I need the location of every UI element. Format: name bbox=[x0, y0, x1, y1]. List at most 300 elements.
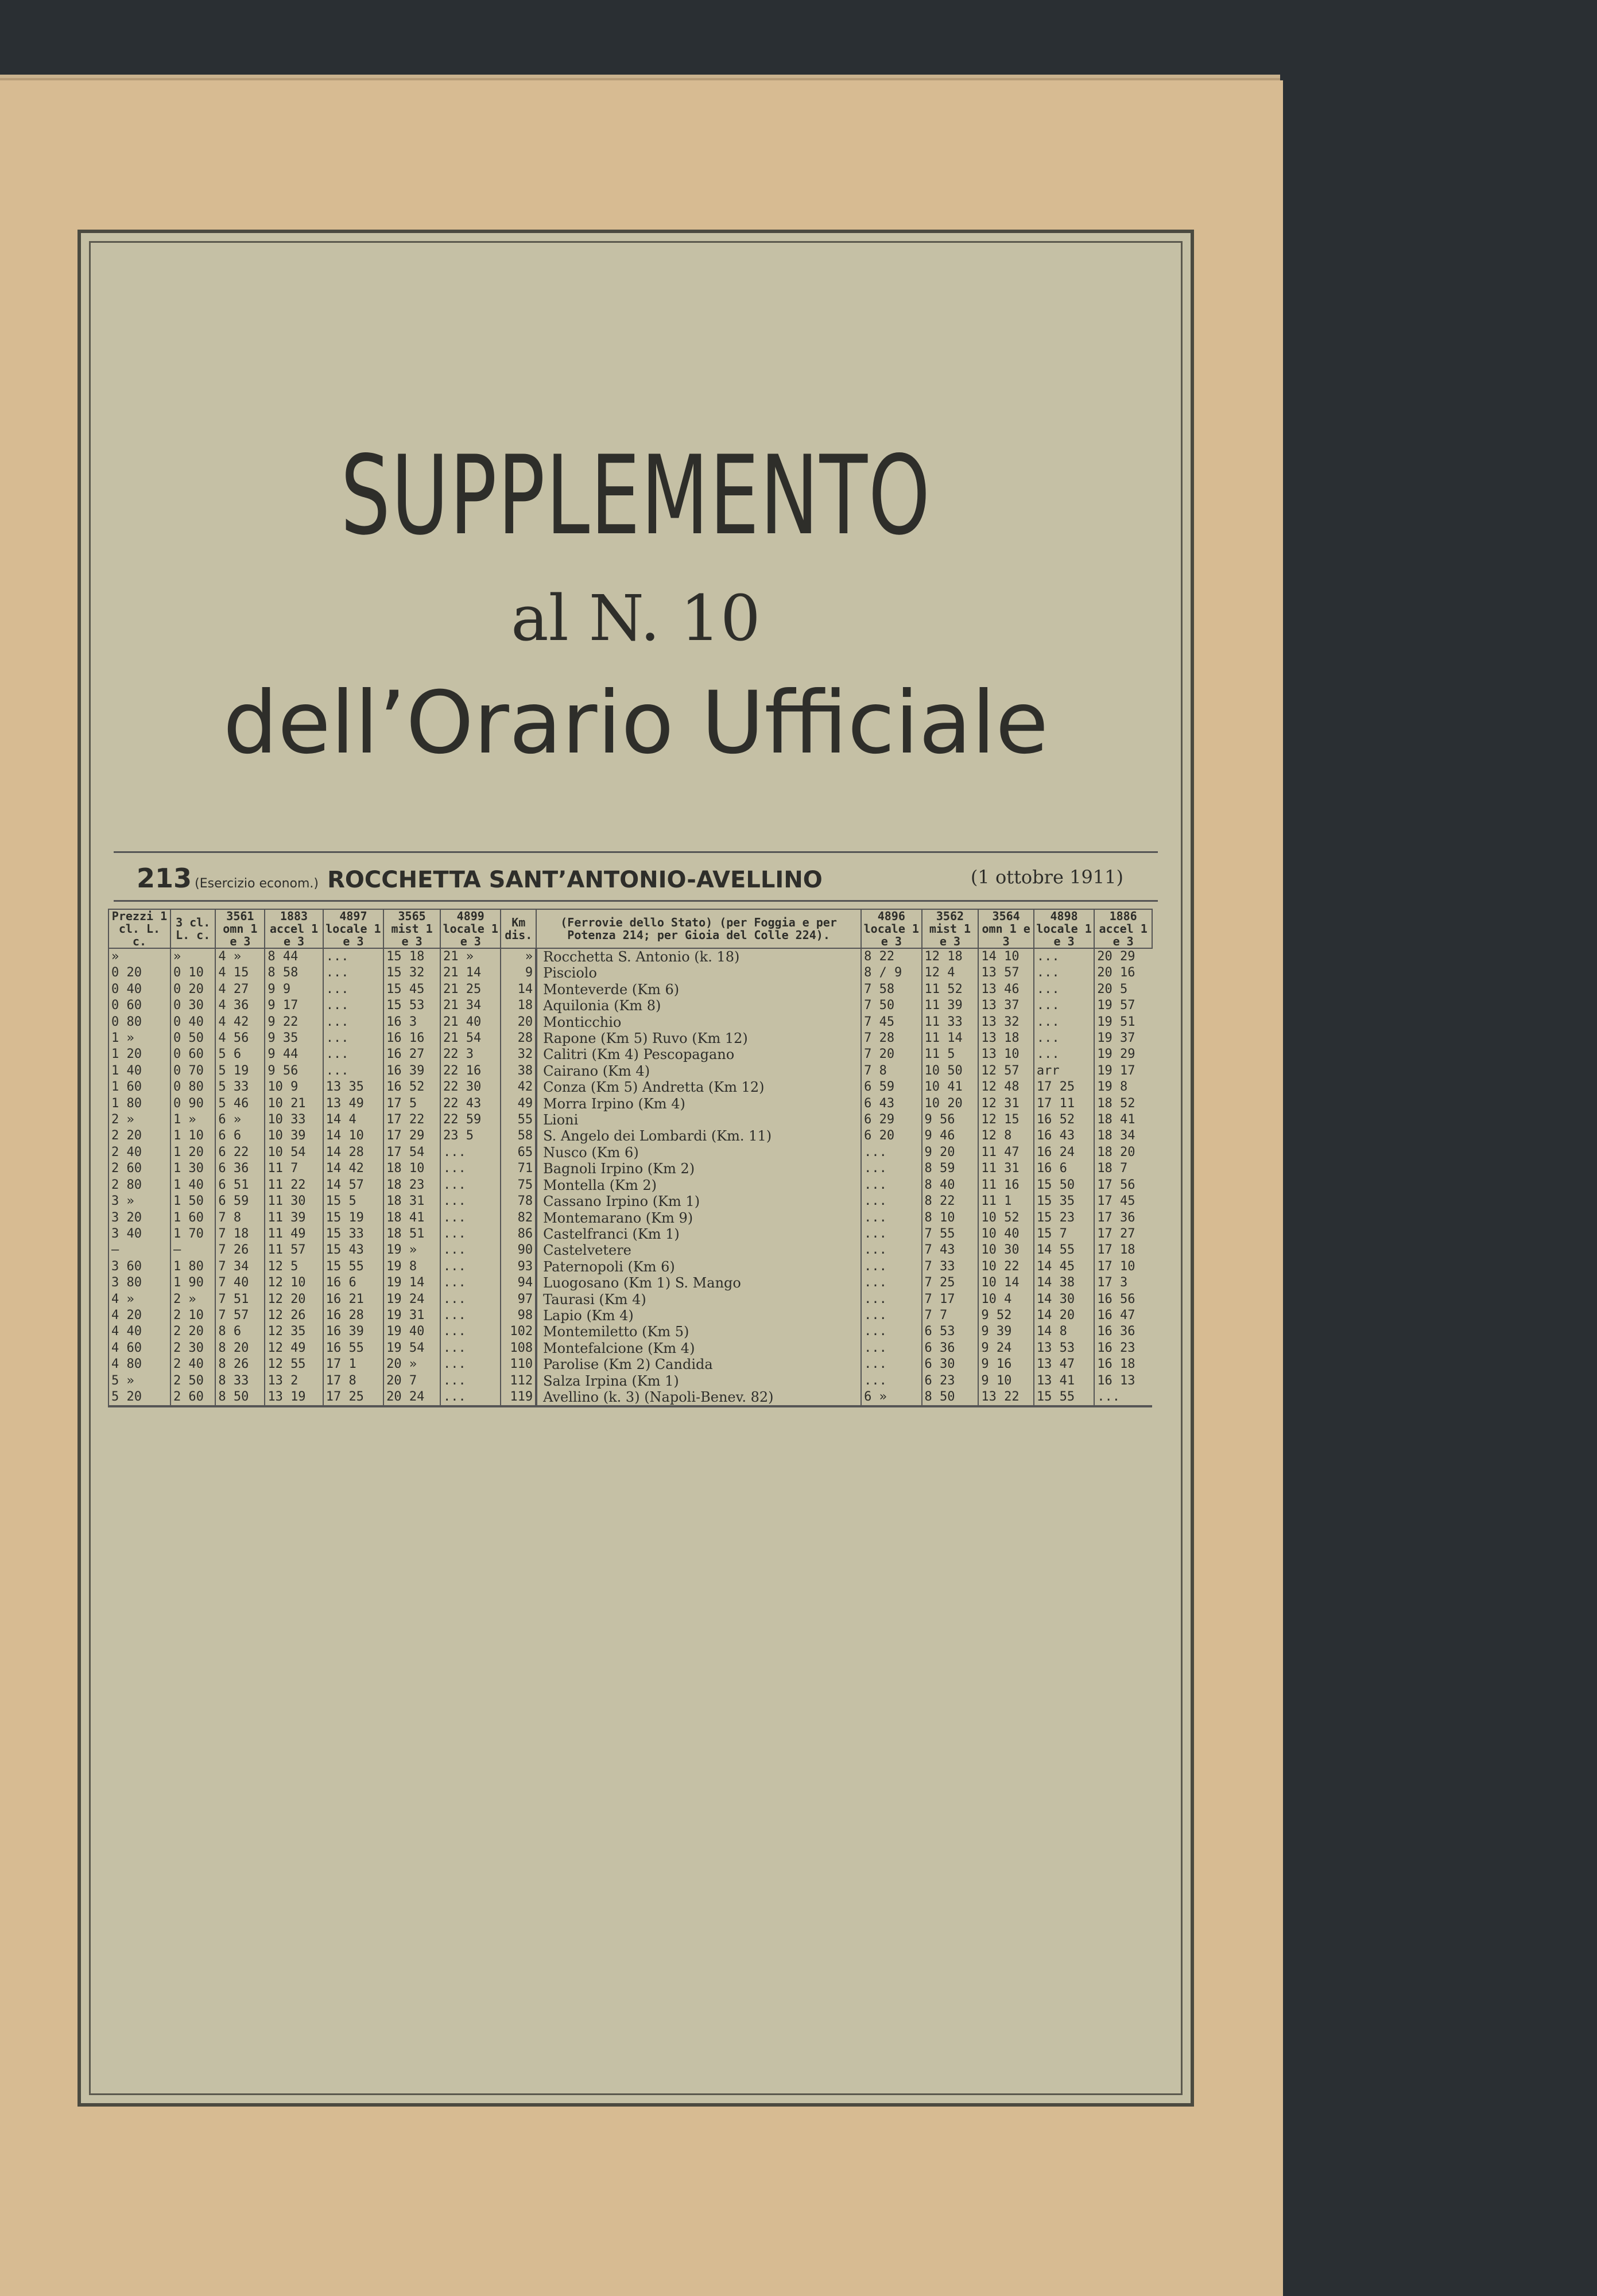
cell-c1: 4 27 bbox=[215, 982, 265, 998]
col-prezzi-3: 3 cl. L. c. bbox=[170, 909, 215, 948]
cell-r3: 12 15 bbox=[978, 1112, 1033, 1128]
cell-c3: 14 28 bbox=[323, 1145, 383, 1161]
cell-r5: 19 57 bbox=[1094, 998, 1152, 1014]
cell-c3: ... bbox=[323, 948, 383, 965]
table-row bbox=[108, 1292, 1152, 1308]
cell-r4: 16 43 bbox=[1034, 1128, 1094, 1144]
cell-r1: ... bbox=[861, 1275, 921, 1291]
cell-c3: 14 42 bbox=[323, 1161, 383, 1177]
table-row bbox=[108, 1242, 1152, 1258]
esercizio-label: (Esercizio econom.) bbox=[195, 876, 319, 891]
cell-r1: ... bbox=[861, 1373, 921, 1389]
cell-c4: 15 45 bbox=[383, 982, 440, 998]
cell-p3: 0 80 bbox=[170, 1079, 215, 1095]
table-row bbox=[108, 1079, 1152, 1095]
cell-st: Conza (Km 5) Andretta (Km 12) bbox=[536, 1079, 861, 1095]
cell-r5: 16 13 bbox=[1094, 1373, 1152, 1389]
cell-r5: 17 3 bbox=[1094, 1275, 1152, 1291]
table-row bbox=[108, 1177, 1152, 1193]
cell-st: Montemarano (Km 9) bbox=[536, 1210, 861, 1226]
cell-r4: ... bbox=[1034, 998, 1094, 1014]
cell-r3: 10 4 bbox=[978, 1292, 1033, 1308]
cell-c2: 9 17 bbox=[265, 998, 323, 1014]
cell-r4: 14 20 bbox=[1034, 1308, 1094, 1324]
cell-r5: 19 29 bbox=[1094, 1046, 1152, 1062]
cell-p3: 0 50 bbox=[170, 1030, 215, 1046]
cell-r1: 7 28 bbox=[861, 1030, 921, 1046]
cell-p3: 0 70 bbox=[170, 1063, 215, 1079]
cell-c4: 19 » bbox=[383, 1242, 440, 1258]
col-1883: 1883 accel 1 e 3 bbox=[265, 909, 323, 948]
cell-c2: 12 10 bbox=[265, 1275, 323, 1291]
cell-km: 58 bbox=[501, 1128, 536, 1144]
cell-r4: 16 6 bbox=[1034, 1161, 1094, 1177]
cell-c3: 16 6 bbox=[323, 1275, 383, 1291]
cell-c4: 15 32 bbox=[383, 965, 440, 981]
col-4899: 4899 locale 1 e 3 bbox=[440, 909, 501, 948]
cell-st: Lapio (Km 4) bbox=[536, 1308, 861, 1324]
cell-c3: 16 55 bbox=[323, 1340, 383, 1356]
cell-r2: 6 30 bbox=[922, 1356, 979, 1372]
col-4896: 4896 locale 1 e 3 bbox=[861, 909, 921, 948]
cell-r3: 10 22 bbox=[978, 1259, 1033, 1275]
cell-r2: 11 5 bbox=[922, 1046, 979, 1062]
cell-p3: 1 20 bbox=[170, 1145, 215, 1161]
cell-r4: ... bbox=[1034, 1046, 1094, 1062]
cell-c1: 6 22 bbox=[215, 1145, 265, 1161]
cell-r1: ... bbox=[861, 1356, 921, 1372]
cell-r5: 16 36 bbox=[1094, 1324, 1152, 1340]
cell-r4: 14 55 bbox=[1034, 1242, 1094, 1258]
cell-c3: ... bbox=[323, 1046, 383, 1062]
cell-c4: 16 27 bbox=[383, 1046, 440, 1062]
cell-p3: 0 60 bbox=[170, 1046, 215, 1062]
cell-c5: ... bbox=[440, 1308, 501, 1324]
cell-c4: 18 23 bbox=[383, 1177, 440, 1193]
cell-c3: 16 39 bbox=[323, 1324, 383, 1340]
cell-c3: ... bbox=[323, 1063, 383, 1079]
cell-st: Monteverde (Km 6) bbox=[536, 982, 861, 998]
cell-p3: » bbox=[170, 948, 215, 965]
cell-c5: 22 16 bbox=[440, 1063, 501, 1079]
cell-c1: 7 8 bbox=[215, 1210, 265, 1226]
cell-c5: ... bbox=[440, 1275, 501, 1291]
table-row bbox=[108, 998, 1152, 1014]
col-4898: 4898 locale 1 e 3 bbox=[1034, 909, 1094, 948]
cell-c2: 9 22 bbox=[265, 1014, 323, 1030]
cell-r1: 7 20 bbox=[861, 1046, 921, 1062]
cover-panel bbox=[77, 230, 1194, 2107]
cell-r2: 8 59 bbox=[922, 1161, 979, 1177]
table-number: 213 bbox=[137, 863, 192, 894]
cell-c5: ... bbox=[440, 1356, 501, 1372]
cell-r3: 11 31 bbox=[978, 1161, 1033, 1177]
cell-r3: 12 57 bbox=[978, 1063, 1033, 1079]
cell-r3: 13 22 bbox=[978, 1389, 1033, 1406]
cell-c1: 7 40 bbox=[215, 1275, 265, 1291]
cell-c1: 7 18 bbox=[215, 1226, 265, 1242]
cell-st: Pisciolo bbox=[536, 965, 861, 981]
cell-km: 86 bbox=[501, 1226, 536, 1242]
cell-km: 78 bbox=[501, 1193, 536, 1209]
title-orario-ufficiale: dell’Orario Ufficiale bbox=[223, 673, 1049, 773]
table-row bbox=[108, 1046, 1152, 1062]
cell-r5: 17 56 bbox=[1094, 1177, 1152, 1193]
cell-st: Salza Irpina (Km 1) bbox=[536, 1373, 861, 1389]
cell-r2: 10 41 bbox=[922, 1079, 979, 1095]
cell-st: Castelvetere bbox=[536, 1242, 861, 1258]
col-km: Km dis. bbox=[501, 909, 536, 948]
col-1886: 1886 accel 1 e 3 bbox=[1094, 909, 1152, 948]
cell-p3: 0 90 bbox=[170, 1096, 215, 1112]
cell-r5: 17 10 bbox=[1094, 1259, 1152, 1275]
cell-r3: 9 39 bbox=[978, 1324, 1033, 1340]
cell-c2: 10 21 bbox=[265, 1096, 323, 1112]
cell-r2: 11 33 bbox=[922, 1014, 979, 1030]
cell-c4: 20 7 bbox=[383, 1373, 440, 1389]
cell-p1: 0 20 bbox=[108, 965, 170, 981]
cell-p3: 1 40 bbox=[170, 1177, 215, 1193]
cell-c3: 15 33 bbox=[323, 1226, 383, 1242]
cell-p1: — bbox=[108, 1242, 170, 1258]
booklet-cover bbox=[0, 80, 1283, 2296]
cell-p3: — bbox=[170, 1242, 215, 1258]
table-row bbox=[108, 1210, 1152, 1226]
cell-st: Castelfranci (Km 1) bbox=[536, 1226, 861, 1242]
cell-p1: 1 20 bbox=[108, 1046, 170, 1062]
cell-r2: 12 18 bbox=[922, 948, 979, 965]
cell-c2: 9 56 bbox=[265, 1063, 323, 1079]
cell-c2: 8 58 bbox=[265, 965, 323, 981]
cell-c4: 15 18 bbox=[383, 948, 440, 965]
cell-c2: 11 39 bbox=[265, 1210, 323, 1226]
cell-st: Montella (Km 2) bbox=[536, 1177, 861, 1193]
cell-st: Montefalcione (Km 4) bbox=[536, 1340, 861, 1356]
table-row bbox=[108, 982, 1152, 998]
cell-c1: 6 36 bbox=[215, 1161, 265, 1177]
cell-r2: 7 43 bbox=[922, 1242, 979, 1258]
cell-st: Monticchio bbox=[536, 1014, 861, 1030]
cell-c4: 18 51 bbox=[383, 1226, 440, 1242]
cell-km: 9 bbox=[501, 965, 536, 981]
cell-r3: 14 10 bbox=[978, 948, 1033, 965]
cell-c5: ... bbox=[440, 1292, 501, 1308]
cell-km: 55 bbox=[501, 1112, 536, 1128]
cell-c2: 12 26 bbox=[265, 1308, 323, 1324]
cell-c4: 17 22 bbox=[383, 1112, 440, 1128]
cell-r2: 6 36 bbox=[922, 1340, 979, 1356]
cell-r4: 13 41 bbox=[1034, 1373, 1094, 1389]
cell-r5: 16 47 bbox=[1094, 1308, 1152, 1324]
cell-r3: 12 31 bbox=[978, 1096, 1033, 1112]
cell-c3: 13 35 bbox=[323, 1079, 383, 1095]
cell-c2: 9 44 bbox=[265, 1046, 323, 1062]
title-al-numero: al N. 10 bbox=[511, 581, 761, 655]
cell-c1: 4 » bbox=[215, 948, 265, 965]
timetable bbox=[108, 909, 1153, 1407]
cell-c3: ... bbox=[323, 1030, 383, 1046]
cell-km: 94 bbox=[501, 1275, 536, 1291]
cell-c4: 20 » bbox=[383, 1356, 440, 1372]
cell-r5: 17 45 bbox=[1094, 1193, 1152, 1209]
cell-r3: 12 48 bbox=[978, 1079, 1033, 1095]
cell-p1: 1 80 bbox=[108, 1096, 170, 1112]
cell-c5: ... bbox=[440, 1324, 501, 1340]
cell-p3: 1 70 bbox=[170, 1226, 215, 1242]
cell-c3: 14 4 bbox=[323, 1112, 383, 1128]
col-3564: 3564 omn 1 e 3 bbox=[978, 909, 1033, 948]
cell-c5: ... bbox=[440, 1389, 501, 1406]
cell-r2: 6 53 bbox=[922, 1324, 979, 1340]
cell-r2: 8 22 bbox=[922, 1193, 979, 1209]
table-row bbox=[108, 1096, 1152, 1112]
cell-p1: 3 60 bbox=[108, 1259, 170, 1275]
cell-r4: 17 11 bbox=[1034, 1096, 1094, 1112]
cell-km: 82 bbox=[501, 1210, 536, 1226]
table-row bbox=[108, 1389, 1152, 1406]
cell-c3: 15 19 bbox=[323, 1210, 383, 1226]
cell-c5: 21 40 bbox=[440, 1014, 501, 1030]
cell-st: Parolise (Km 2) Candida bbox=[536, 1356, 861, 1372]
cell-r1: ... bbox=[861, 1259, 921, 1275]
cell-c1: 7 34 bbox=[215, 1259, 265, 1275]
cell-r1: ... bbox=[861, 1226, 921, 1242]
cell-p3: 0 30 bbox=[170, 998, 215, 1014]
cell-c5: 22 30 bbox=[440, 1079, 501, 1095]
cell-c5: ... bbox=[440, 1210, 501, 1226]
table-row bbox=[108, 1161, 1152, 1177]
cell-p1: 4 » bbox=[108, 1292, 170, 1308]
cell-c2: 10 9 bbox=[265, 1079, 323, 1095]
cell-km: 42 bbox=[501, 1079, 536, 1095]
cell-c4: 17 29 bbox=[383, 1128, 440, 1144]
cell-r3: 10 14 bbox=[978, 1275, 1033, 1291]
header-rule bbox=[114, 900, 1158, 902]
cell-km: 75 bbox=[501, 1177, 536, 1193]
cell-p3: 2 40 bbox=[170, 1356, 215, 1372]
cell-r5: 17 18 bbox=[1094, 1242, 1152, 1258]
cell-r2: 7 25 bbox=[922, 1275, 979, 1291]
cell-c2: 13 2 bbox=[265, 1373, 323, 1389]
cell-p3: 0 10 bbox=[170, 965, 215, 981]
cell-c1: 5 33 bbox=[215, 1079, 265, 1095]
cell-km: 32 bbox=[501, 1046, 536, 1062]
cell-r5: 18 34 bbox=[1094, 1128, 1152, 1144]
cell-c5: 23 5 bbox=[440, 1128, 501, 1144]
cell-km: 65 bbox=[501, 1145, 536, 1161]
cell-c5: 21 14 bbox=[440, 965, 501, 981]
cell-p3: 1 » bbox=[170, 1112, 215, 1128]
cell-r5: 18 41 bbox=[1094, 1112, 1152, 1128]
cell-r2: 10 20 bbox=[922, 1096, 979, 1112]
cell-c4: 18 10 bbox=[383, 1161, 440, 1177]
cell-c1: 8 33 bbox=[215, 1373, 265, 1389]
cell-c3: 15 43 bbox=[323, 1242, 383, 1258]
cell-c2: 12 20 bbox=[265, 1292, 323, 1308]
timetable-header bbox=[137, 863, 1158, 897]
cell-c5: 21 54 bbox=[440, 1030, 501, 1046]
cell-c2: 12 55 bbox=[265, 1356, 323, 1372]
cell-c4: 18 41 bbox=[383, 1210, 440, 1226]
cell-p1: 4 80 bbox=[108, 1356, 170, 1372]
table-row bbox=[108, 1275, 1152, 1291]
top-rule bbox=[114, 851, 1158, 853]
cell-c5: ... bbox=[440, 1259, 501, 1275]
cell-km: 90 bbox=[501, 1242, 536, 1258]
cell-c4: 17 54 bbox=[383, 1145, 440, 1161]
cell-p3: 0 20 bbox=[170, 982, 215, 998]
cell-r1: 6 20 bbox=[861, 1128, 921, 1144]
cell-r2: 7 33 bbox=[922, 1259, 979, 1275]
cell-c5: ... bbox=[440, 1340, 501, 1356]
cell-c1: 4 56 bbox=[215, 1030, 265, 1046]
cell-c3: 17 1 bbox=[323, 1356, 383, 1372]
cell-c1: 4 36 bbox=[215, 998, 265, 1014]
table-row bbox=[108, 1193, 1152, 1209]
cell-st: Rocchetta S. Antonio (k. 18) bbox=[536, 948, 861, 965]
cell-st: Paternopoli (Km 6) bbox=[536, 1259, 861, 1275]
cell-p1: 2 » bbox=[108, 1112, 170, 1128]
cell-r1: 6 29 bbox=[861, 1112, 921, 1128]
cell-st: Aquilonia (Km 8) bbox=[536, 998, 861, 1014]
cell-c1: 4 42 bbox=[215, 1014, 265, 1030]
cell-c3: 13 49 bbox=[323, 1096, 383, 1112]
cell-c1: 5 46 bbox=[215, 1096, 265, 1112]
cell-c4: 19 40 bbox=[383, 1324, 440, 1340]
cell-c4: 15 53 bbox=[383, 998, 440, 1014]
cell-r4: 16 52 bbox=[1034, 1112, 1094, 1128]
cell-c1: 8 26 bbox=[215, 1356, 265, 1372]
cell-r3: 11 47 bbox=[978, 1145, 1033, 1161]
cell-r4: ... bbox=[1034, 1030, 1094, 1046]
cell-c2: 8 44 bbox=[265, 948, 323, 965]
cell-c3: ... bbox=[323, 1014, 383, 1030]
cell-c5: 22 3 bbox=[440, 1046, 501, 1062]
cell-r1: ... bbox=[861, 1193, 921, 1209]
cell-r3: 9 52 bbox=[978, 1308, 1033, 1324]
cell-c4: 16 52 bbox=[383, 1079, 440, 1095]
cell-c2: 10 39 bbox=[265, 1128, 323, 1144]
table-row bbox=[108, 948, 1152, 965]
cell-p3: 1 30 bbox=[170, 1161, 215, 1177]
cell-r2: 7 7 bbox=[922, 1308, 979, 1324]
cell-r1: ... bbox=[861, 1292, 921, 1308]
cell-r5: 19 37 bbox=[1094, 1030, 1152, 1046]
cell-r5: 16 56 bbox=[1094, 1292, 1152, 1308]
cell-p1: 4 40 bbox=[108, 1324, 170, 1340]
table-row bbox=[108, 1112, 1152, 1128]
cell-c3: 15 55 bbox=[323, 1259, 383, 1275]
cell-p3: 2 60 bbox=[170, 1389, 215, 1406]
cell-c1: 8 50 bbox=[215, 1389, 265, 1406]
cell-c5: 22 59 bbox=[440, 1112, 501, 1128]
cell-r3: 10 40 bbox=[978, 1226, 1033, 1242]
cell-c3: ... bbox=[323, 982, 383, 998]
cell-c5: ... bbox=[440, 1145, 501, 1161]
cell-c2: 11 49 bbox=[265, 1226, 323, 1242]
cell-p3: 2 20 bbox=[170, 1324, 215, 1340]
cell-r3: 13 46 bbox=[978, 982, 1033, 998]
cell-r3: 13 10 bbox=[978, 1046, 1033, 1062]
cell-c1: 7 51 bbox=[215, 1292, 265, 1308]
cell-p1: 3 40 bbox=[108, 1226, 170, 1242]
cell-st: S. Angelo dei Lombardi (Km. 11) bbox=[536, 1128, 861, 1144]
cell-r2: 6 23 bbox=[922, 1373, 979, 1389]
cell-km: 18 bbox=[501, 998, 536, 1014]
table-row bbox=[108, 965, 1152, 981]
cell-p1: 2 80 bbox=[108, 1177, 170, 1193]
cell-km: » bbox=[501, 948, 536, 965]
cell-r2: 8 50 bbox=[922, 1389, 979, 1406]
cell-r1: 8 22 bbox=[861, 948, 921, 965]
cell-c4: 16 39 bbox=[383, 1063, 440, 1079]
cell-p3: 2 30 bbox=[170, 1340, 215, 1356]
cell-km: 97 bbox=[501, 1292, 536, 1308]
cell-p1: 2 60 bbox=[108, 1161, 170, 1177]
cell-r4: 16 24 bbox=[1034, 1145, 1094, 1161]
cell-r2: 9 56 bbox=[922, 1112, 979, 1128]
cell-c4: 19 14 bbox=[383, 1275, 440, 1291]
cell-st: Taurasi (Km 4) bbox=[536, 1292, 861, 1308]
cell-st: Luogosano (Km 1) S. Mango bbox=[536, 1275, 861, 1291]
cell-r1: 8 / 9 bbox=[861, 965, 921, 981]
cell-c5: 21 25 bbox=[440, 982, 501, 998]
timetable-body bbox=[108, 948, 1152, 1406]
cell-c2: 10 33 bbox=[265, 1112, 323, 1128]
cell-r5: 19 51 bbox=[1094, 1014, 1152, 1030]
table-row bbox=[108, 1324, 1152, 1340]
cell-r5: 16 23 bbox=[1094, 1340, 1152, 1356]
cell-km: 108 bbox=[501, 1340, 536, 1356]
cell-p3: 1 80 bbox=[170, 1259, 215, 1275]
cell-r3: 11 16 bbox=[978, 1177, 1033, 1193]
cell-r5: 18 20 bbox=[1094, 1145, 1152, 1161]
cell-c3: 16 21 bbox=[323, 1292, 383, 1308]
cell-p3: 0 40 bbox=[170, 1014, 215, 1030]
cell-c2: 12 5 bbox=[265, 1259, 323, 1275]
cell-r2: 7 17 bbox=[922, 1292, 979, 1308]
cell-c1: 7 26 bbox=[215, 1242, 265, 1258]
cell-c1: 5 6 bbox=[215, 1046, 265, 1062]
cell-r5: 17 27 bbox=[1094, 1226, 1152, 1242]
cell-r5: 20 29 bbox=[1094, 948, 1152, 965]
cell-r4: 13 53 bbox=[1034, 1340, 1094, 1356]
cell-km: 98 bbox=[501, 1308, 536, 1324]
cell-p1: 1 » bbox=[108, 1030, 170, 1046]
cell-r2: 9 20 bbox=[922, 1145, 979, 1161]
cell-r5: ... bbox=[1094, 1389, 1152, 1406]
cell-p3: 1 90 bbox=[170, 1275, 215, 1291]
cell-c5: ... bbox=[440, 1193, 501, 1209]
cell-r3: 9 24 bbox=[978, 1340, 1033, 1356]
cell-c4: 16 3 bbox=[383, 1014, 440, 1030]
cell-r4: 14 8 bbox=[1034, 1324, 1094, 1340]
cell-r1: 7 8 bbox=[861, 1063, 921, 1079]
table-row bbox=[108, 1340, 1152, 1356]
cell-c2: 10 54 bbox=[265, 1145, 323, 1161]
cell-r4: ... bbox=[1034, 948, 1094, 965]
cell-r4: ... bbox=[1034, 982, 1094, 998]
cell-p1: 3 20 bbox=[108, 1210, 170, 1226]
cell-st: Lioni bbox=[536, 1112, 861, 1128]
table-row bbox=[108, 1128, 1152, 1144]
cell-c2: 11 30 bbox=[265, 1193, 323, 1209]
cell-p3: 1 10 bbox=[170, 1128, 215, 1144]
cell-p1: 1 40 bbox=[108, 1063, 170, 1079]
cell-r3: 12 8 bbox=[978, 1128, 1033, 1144]
cell-r1: ... bbox=[861, 1308, 921, 1324]
cell-r3: 13 18 bbox=[978, 1030, 1033, 1046]
